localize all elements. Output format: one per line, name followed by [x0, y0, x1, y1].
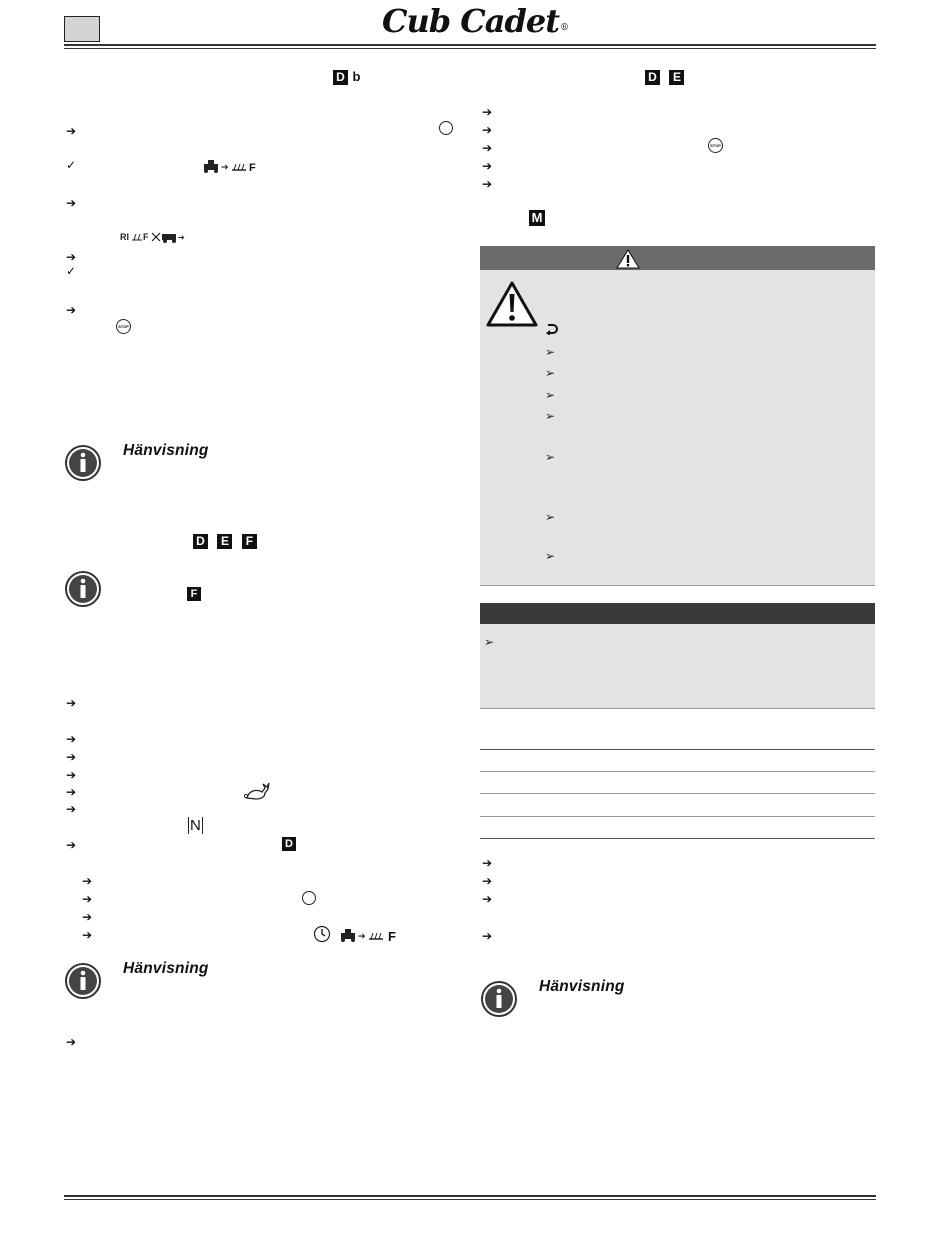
- svg-text:F: F: [143, 232, 149, 242]
- arrow-bullet: ➔: [66, 124, 77, 138]
- warning-small-icon: [616, 249, 640, 269]
- rabbit-fast-icon: [243, 780, 271, 802]
- arrow-bullet: ➔: [82, 928, 93, 942]
- figure-ref-d-b: D b: [333, 68, 360, 86]
- undo-arrow-icon: [545, 323, 559, 335]
- note-header: [480, 603, 875, 624]
- svg-text:F: F: [388, 929, 396, 943]
- stop-button-icon: STOP: [116, 319, 131, 334]
- reverse-mowing-icon: [120, 228, 190, 244]
- table-rule: [480, 838, 875, 839]
- arrow-bullet: ➔: [66, 802, 77, 816]
- figure-ref-d-e-f: D E F: [193, 532, 257, 550]
- info-icon: [64, 962, 102, 1000]
- triangle-bullet: ➢: [545, 450, 556, 464]
- svg-text:RI: RI: [120, 232, 129, 242]
- warning-header: [480, 246, 875, 270]
- table-rule: [480, 771, 875, 772]
- svg-text:F: F: [249, 162, 256, 174]
- svg-text:➔: ➔: [178, 233, 185, 242]
- info-icon: [480, 980, 518, 1018]
- arrow-bullet: ➔: [482, 892, 493, 906]
- header-rule: [64, 44, 876, 46]
- arrow-bullet: ➔: [482, 105, 493, 119]
- warning-body: [480, 270, 875, 586]
- arrow-bullet: ➔: [482, 141, 493, 155]
- mower-cutting-icon: [339, 927, 401, 943]
- table-rule: [480, 793, 875, 794]
- arrow-bullet: ➔: [66, 196, 77, 210]
- note-body: [480, 624, 875, 709]
- triangle-bullet: ➢: [545, 409, 556, 423]
- arrow-bullet: ➔: [482, 177, 493, 191]
- timer-icon: [313, 925, 331, 943]
- triangle-bullet: ➢: [545, 510, 556, 524]
- triangle-bullet: ➢: [545, 366, 556, 380]
- triangle-bullet: ➢: [545, 388, 556, 402]
- arrow-bullet: ➔: [66, 768, 77, 782]
- arrow-bullet: ➔: [66, 303, 77, 317]
- stop-button-icon: STOP: [708, 138, 723, 153]
- arrow-bullet: ➔: [482, 123, 493, 137]
- arrow-bullet: ➔: [66, 732, 77, 746]
- arrow-bullet: ➔: [66, 1035, 77, 1049]
- note-heading: Hänvisning: [123, 960, 209, 977]
- footer-rule-thin: [64, 1199, 876, 1200]
- warning-triangle-icon: [486, 280, 538, 328]
- arrow-bullet: ➔: [82, 874, 93, 888]
- header-rule-thin: [64, 48, 876, 49]
- ignition-key-icon: [302, 891, 316, 905]
- ignition-key-icon: [439, 121, 453, 135]
- arrow-bullet: ➔: [482, 159, 493, 173]
- arrow-bullet: ➔: [482, 874, 493, 888]
- table-rule: [480, 749, 875, 750]
- arrow-bullet: ➔: [482, 929, 493, 943]
- figure-ref-d-e: D E: [645, 68, 684, 86]
- svg-text:➔: ➔: [221, 163, 229, 173]
- arrow-bullet: ➔: [82, 892, 93, 906]
- info-icon: [64, 444, 102, 482]
- neutral-icon: N: [190, 817, 201, 834]
- arrow-bullet: ➔: [482, 856, 493, 870]
- check-bullet: ✓: [66, 158, 77, 172]
- footer-rule: [64, 1195, 876, 1197]
- arrow-bullet: ➔: [66, 250, 77, 264]
- brand-logo: Cub Cadet®: [382, 2, 568, 40]
- check-bullet: ✓: [66, 264, 77, 278]
- arrow-bullet: ➔: [66, 838, 77, 852]
- note-heading: Hänvisning: [123, 442, 209, 459]
- triangle-bullet: ➢: [484, 635, 495, 649]
- mower-cutting-icon: [202, 158, 260, 174]
- figure-ref-f: F: [187, 587, 201, 601]
- arrow-bullet: ➔: [82, 910, 93, 924]
- triangle-bullet: ➢: [545, 345, 556, 359]
- note-heading: Hänvisning: [539, 978, 625, 995]
- language-box: [64, 16, 100, 42]
- arrow-bullet: ➔: [66, 785, 77, 799]
- arrow-bullet: ➔: [66, 750, 77, 764]
- svg-text:➔: ➔: [358, 932, 366, 942]
- arrow-bullet: ➔: [66, 696, 77, 710]
- triangle-bullet: ➢: [545, 549, 556, 563]
- table-rule: [480, 816, 875, 817]
- figure-ref-m: M: [529, 210, 545, 226]
- info-icon: [64, 570, 102, 608]
- figure-ref-d: D: [282, 837, 296, 851]
